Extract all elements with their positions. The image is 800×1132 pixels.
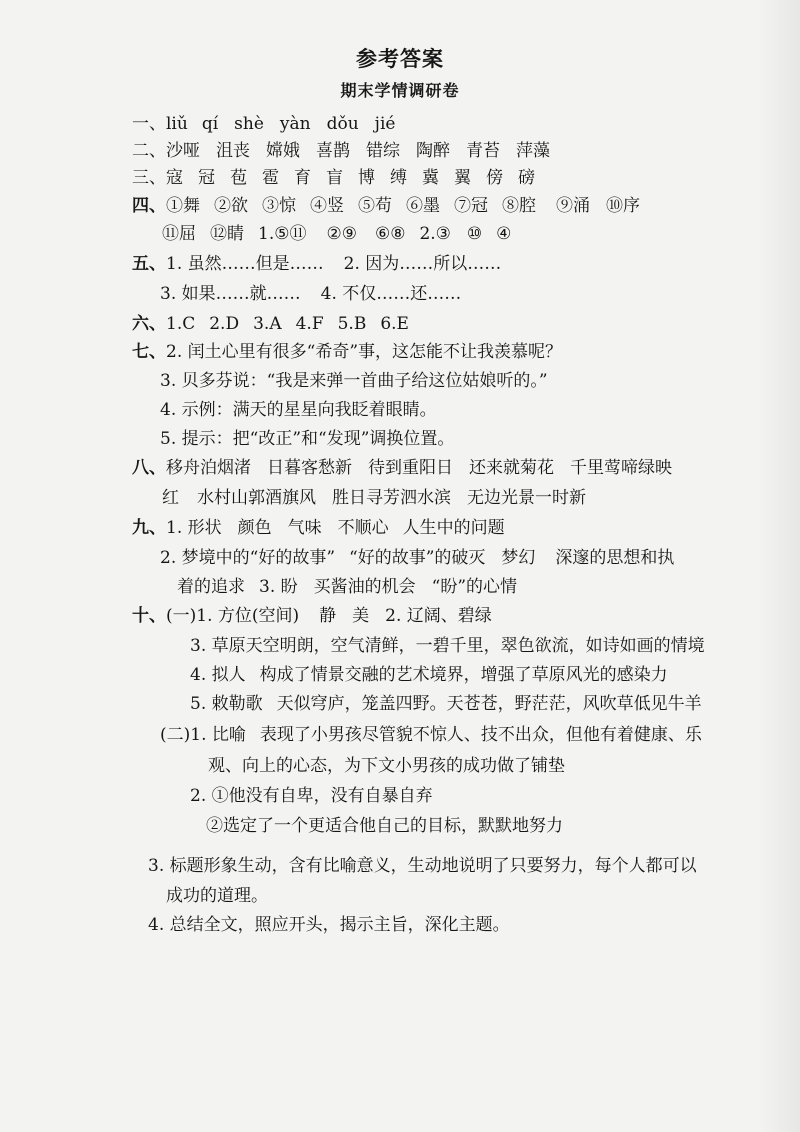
answer-item: ⑩ [466, 224, 483, 244]
section-10-part-2-answer-2b: ②选定了一个更适合他自己的目标，默默地努力 [206, 816, 563, 836]
section-9-answer-2-cont [177, 577, 517, 597]
answer-item: 2.③ [419, 224, 451, 244]
answer-item: 2. 闰土心里有很多“希奇”事，这怎能不让我羡慕呢？ [166, 342, 563, 362]
answer-item: 静 [319, 606, 337, 626]
section-7-answer-3: 3. 贝多芬说：“我是来弹一首曲子给这位姑娘听的。” [160, 371, 548, 391]
answer-item: 5.B [337, 314, 367, 334]
answer-item: 冠 [198, 168, 215, 188]
answer-item: ⑤苟 [358, 196, 392, 216]
section-number: 五、 [132, 254, 166, 274]
section-10-part-1-answer-1 [132, 606, 492, 626]
answer-item: 买酱油的机会 [313, 577, 416, 597]
answer-item: 千里莺啼绿映 [570, 458, 672, 478]
section-10-part-2-answer-1 [160, 725, 774, 745]
answer-item: 还来就菊花 [469, 458, 554, 478]
answer-item: ⑥⑧ [374, 224, 406, 244]
answer-item: 4. 拟人 [190, 665, 246, 685]
answer-item: jié [374, 114, 396, 134]
page-title: 参考答案 [356, 47, 444, 71]
page-subtitle: 期末学情调研卷 [340, 81, 460, 100]
section-number: 十、 [132, 606, 166, 626]
section-1-answers [132, 114, 395, 134]
answer-item: 着的追求 [177, 577, 245, 597]
section-8-answers-row2 [162, 488, 586, 508]
section-3-answers [132, 168, 535, 188]
section-10-part-2-answer-3-cont: 成功的道理。 [166, 886, 268, 906]
section-10-part-2-answer-3: 3. 标题形象生动，含有比喻意义，生动地说明了只要努力，每个人都可以 [148, 856, 697, 876]
answer-item: 3. 盼 [259, 577, 298, 597]
section-10-part-1-answer-3: 3. 草原天空明朗，空气清鲜，一碧千里，翠色欲流，如诗如画的情境 [190, 636, 705, 656]
answer-item: 沮丧 [216, 141, 250, 161]
answer-item: 嫦娥 [266, 141, 300, 161]
answer-item: ⑨涌 [556, 196, 590, 216]
answer-item: 寇 [166, 168, 183, 188]
answer-item: ⑫睛 [210, 224, 244, 244]
answer-item: ⑦冠 [454, 196, 488, 216]
answer-item: 5. 敕勒歌 [190, 694, 263, 714]
answer-item: ②⑨ [326, 224, 357, 244]
answer-item: 日暮客愁新 [267, 458, 352, 478]
section-7-answer-4: 4. 示例：满天的星星向我眨着眼睛。 [160, 400, 437, 420]
answer-item: 天似穹庐，笼盖四野。天苍苍，野茫茫，风吹草低见牛羊 [276, 694, 702, 714]
answer-item: 气味 [287, 518, 322, 538]
answer-item: 待到重阳日 [368, 458, 453, 478]
section-10-part-2-answer-2: 2. ①他没有自卑，没有自暴自弃 [190, 786, 433, 806]
answer-item: 2. 梦境中的“好的故事” [160, 548, 336, 568]
section-6-answers [132, 314, 409, 334]
section-number: 九、 [132, 518, 166, 538]
answer-item: 表现了小男孩尽管貌不惊人、技不出众，但他有着健康、乐 [259, 725, 702, 745]
answer-item: 傍 [486, 168, 503, 188]
answer-item: ④竖 [310, 196, 344, 216]
answer-item: 错综 [366, 141, 400, 161]
section-5-answers [132, 254, 501, 274]
answer-item: 冀 [422, 168, 439, 188]
answer-item: “盼”的心情 [431, 577, 518, 597]
answer-item: yàn [279, 114, 311, 134]
answer-item: 1. 比喻 [190, 725, 246, 745]
answer-item: 2. 辽阔、碧绿 [385, 606, 492, 626]
answer-item: 喜鹊 [316, 141, 350, 161]
answer-item: 2.D [209, 314, 240, 334]
answer-item: 1. 形状 [166, 518, 222, 538]
answer-item: 育 [294, 168, 311, 188]
answer-item: ⑩序 [606, 196, 640, 216]
answer-item: dǒu [326, 114, 359, 134]
answer-item: 无边光景一时新 [467, 488, 586, 508]
section-number: 八、 [132, 458, 166, 478]
section-7-answer-5: 5. 提示：把“改正”和“发现”调换位置。 [160, 429, 455, 449]
answer-item: 盲 [326, 168, 343, 188]
answer-item: liǔ [166, 114, 188, 134]
answer-item: 移舟泊烟渚 [166, 458, 251, 478]
answer-item: 颜色 [237, 518, 272, 538]
answer-item: 4.F [295, 314, 324, 334]
answer-item: ③惊 [262, 196, 296, 216]
section-4-answers [132, 196, 640, 216]
answer-item: ②欲 [214, 196, 248, 216]
answer-item: ⑪屈 [162, 224, 196, 244]
answer-item: 2. 因为……所以…… [343, 254, 502, 274]
answer-item: 构成了情景交融的艺术境界，增强了草原风光的感染力 [259, 665, 668, 685]
answer-item: 1. 虽然……但是…… [166, 254, 324, 274]
answer-item: 缚 [390, 168, 407, 188]
answer-item: 梦幻 [501, 548, 536, 568]
answer-item: 萍藻 [516, 141, 550, 161]
answer-item: 雹 [262, 168, 279, 188]
section-number: 一、 [132, 114, 166, 134]
answer-item: 1. 方位(空间) [196, 606, 300, 626]
section-10-part-2-answer-1-cont: 观、向上的心态，为下文小男孩的成功做了铺垫 [208, 756, 565, 776]
answer-item: 6.E [380, 314, 409, 334]
answer-item: 红 [162, 488, 179, 508]
answer-item: 胜日寻芳泗水滨 [332, 488, 451, 508]
answer-item: 水村山郭酒旗风 [197, 488, 316, 508]
section-number: 二、 [132, 141, 166, 161]
answer-item: 不顺心 [337, 518, 389, 538]
section-10-part-1-answer-5 [190, 694, 774, 714]
answer-item: 4. 不仅……还…… [320, 284, 462, 304]
answer-item: 博 [358, 168, 375, 188]
answer-item: 苞 [230, 168, 247, 188]
section-10-part-2-answer-4: 4. 总结全文，照应开头，揭示主旨，深化主题。 [148, 915, 510, 935]
section-number: 六、 [132, 314, 166, 334]
section-number: 三、 [132, 168, 166, 188]
answer-item: 3. 如果……就…… [160, 284, 301, 304]
answer-item: 深邃的思想和执 [555, 548, 675, 568]
answer-item: shè [234, 114, 264, 134]
section-8-answers [132, 458, 772, 478]
section-10-part-1-answer-4 [190, 665, 774, 685]
answer-item: 1.⑤⑪ [258, 224, 307, 244]
answer-item: ④ [496, 224, 512, 244]
answer-item: qí [201, 114, 219, 134]
section-9-answer-2 [160, 548, 772, 568]
section-number: 七、 [132, 342, 166, 362]
answer-item: 翼 [454, 168, 471, 188]
answer-item: ⑥墨 [406, 196, 440, 216]
section-4-answers-row2 [162, 224, 511, 244]
section-9-answer-1 [132, 518, 505, 538]
answer-item: ⑧腔 [502, 196, 536, 216]
section-5-answers-row2 [160, 284, 461, 304]
part-label: (二) [160, 725, 191, 745]
answer-item: 美 [352, 606, 370, 626]
answer-item: 陶醉 [416, 141, 450, 161]
answer-item: 青苔 [466, 141, 500, 161]
part-label: (一) [166, 606, 197, 626]
answer-item: ①舞 [166, 196, 200, 216]
answer-item: 磅 [518, 168, 535, 188]
section-7-answer-2 [132, 342, 562, 362]
answer-item: 沙哑 [166, 141, 200, 161]
answer-item: “好的故事”的破灭 [349, 548, 486, 568]
answer-item: 人生中的问题 [402, 518, 505, 538]
answer-item: 3.A [253, 314, 282, 334]
section-2-answers [132, 141, 550, 161]
answer-item: 1.C [166, 314, 196, 334]
section-number: 四、 [132, 196, 166, 216]
